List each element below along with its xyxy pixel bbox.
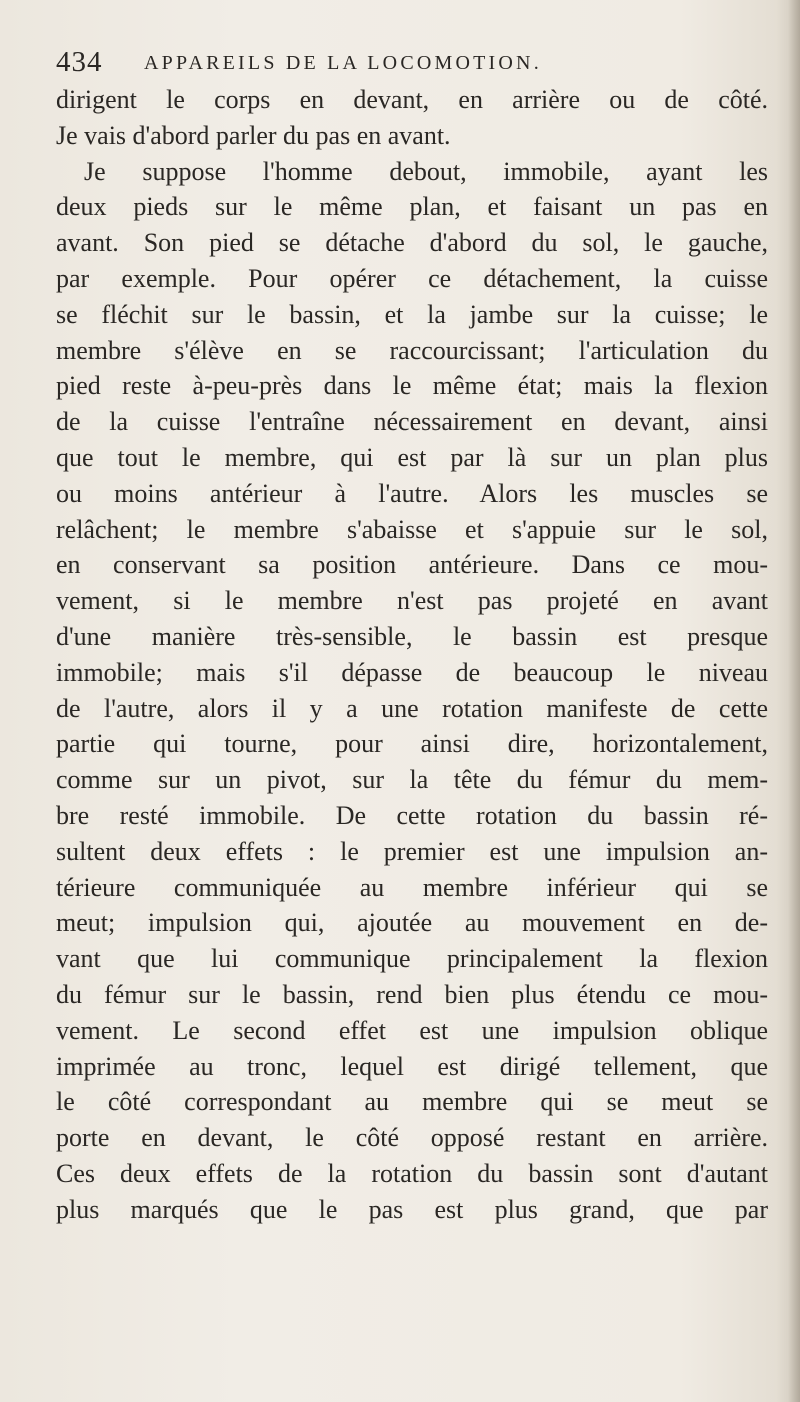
text-line: comme sur un pivot, sur la tête du fémur du mem- [56,765,768,795]
text-line: avant. Son pied se détache d'abord du sol, le gauche, [56,228,768,258]
text-line: de la cuisse l'entraîne nécessairement en devant, ainsi [56,407,768,437]
text-line: Je vais d'abord parler du pas en avant. [56,120,451,150]
body-text [56,82,768,1228]
text-line: Ces deux effets de la rotation du bassin sont d'autant [56,1158,768,1188]
text-line: vement. Le second effet est une impulsion oblique [56,1015,768,1045]
page-edge-shadow [788,0,800,1402]
text-line: d'une manière très-sensible, le bassin est presque [56,621,768,651]
text-line: du fémur sur le bassin, rend bien plus étendu ce mou- [56,979,768,1009]
text-line: par exemple. Pour opérer ce détachement, la cuisse [56,263,768,293]
text-line: que tout le membre, qui est par là sur un plan plus [56,442,768,472]
text-line: imprimée au tronc, lequel est dirigé tellement, que [56,1051,768,1081]
text-line: membre s'élève en se raccourcissant; l'articulation du [56,335,768,365]
text-line: deux pieds sur le même plan, et faisant un pas en [56,192,768,222]
running-head: APPAREILS DE LA LOCOMOTION. [144,52,542,74]
text-line: porte en devant, le côté opposé restant en arrière. [56,1123,768,1153]
text-line: relâchent; le membre s'abaisse et s'appuie sur le sol, [56,514,768,544]
text-line: vement, si le membre n'est pas projeté en avant [56,586,768,616]
text-line: sultent deux effets : le premier est une impulsion an- [56,836,768,866]
text-line: meut; impulsion qui, ajoutée au mouvement en de- [56,908,768,938]
text-line: ou moins antérieur à l'autre. Alors les muscles se [56,478,768,508]
text-line: dirigent le corps en devant, en arrière ou de côté. [56,85,768,114]
text-line: le côté correspondant au membre qui se meut se [56,1087,768,1117]
text-line: Je suppose l'homme debout, immobile, ayant les [84,156,768,186]
text-line: pied reste à-peu-près dans le même état; mais la flexion [56,371,768,401]
text-line: immobile; mais s'il dépasse de beaucoup le niveau [56,657,768,687]
text-line: vant que lui communique principalement la flexion [56,944,768,974]
text-line: bre resté immobile. De cette rotation du bassin ré- [56,800,768,830]
text-line: térieure communiquée au membre inférieur qui se [56,872,768,902]
text-line: en conservant sa position antérieure. Dans ce mou- [56,550,768,580]
page-number: 434 [56,46,103,78]
text-line: plus marqués que le pas est plus grand, que par [56,1194,768,1224]
text-line: partie qui tourne, pour ainsi dire, horizontalement, [56,729,768,759]
text-line: se fléchit sur le bassin, et la jambe sur la cuisse; le [56,299,768,329]
text-line: de l'autre, alors il y a une rotation manifeste de cette [56,693,768,723]
